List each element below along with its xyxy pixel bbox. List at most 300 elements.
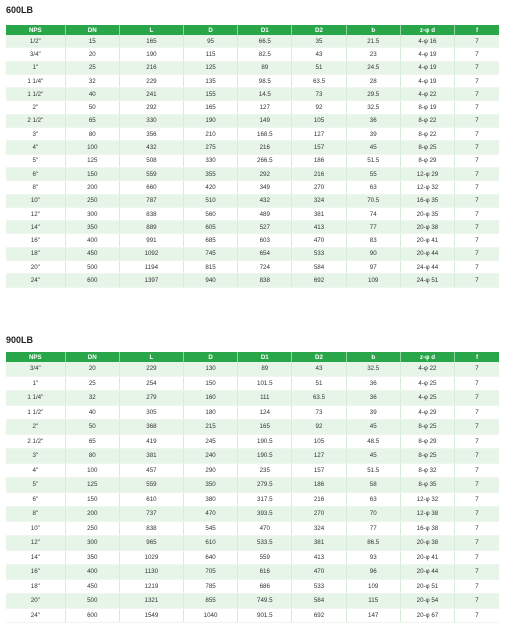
cell-f: 7 [455,88,499,101]
cell-dn: 300 [65,207,119,220]
cell-b: 97 [346,261,400,274]
cell-dn: 25 [65,376,119,391]
cell-l: 1219 [119,579,183,594]
table-row [6,420,499,435]
cell-b: 36 [346,114,400,127]
cell-dn: 40 [65,88,119,101]
cell-b: 70.5 [346,194,400,207]
cell-l: 330 [119,114,183,127]
table-row [6,48,499,61]
cell-z-phi-d: 8-φ 22 [400,114,454,127]
cell-dn: 20 [65,48,119,61]
cell-f: 7 [455,463,499,478]
cell-b: 39 [346,405,400,420]
cell-z-phi-d: 24-φ 44 [400,261,454,274]
cell-l: 229 [119,74,183,87]
cell-f: 7 [455,536,499,551]
cell-l: 660 [119,181,183,194]
cell-l: 737 [119,507,183,522]
cell-l: 1549 [119,608,183,623]
cell-f: 7 [455,405,499,420]
cell-dn: 50 [65,101,119,114]
cell-z-phi-d: 4-φ 22 [400,362,454,376]
cell-b: 28 [346,74,400,87]
cell-z-phi-d: 20-φ 67 [400,608,454,623]
cell-d1: 89 [238,61,292,74]
cell-nps: 3" [6,128,65,141]
table-row [6,434,499,449]
cell-nps: 14" [6,221,65,234]
cell-dn: 50 [65,420,119,435]
cell-f: 7 [455,391,499,406]
cell-b: 24.5 [346,61,400,74]
cell-d2: 43 [292,48,346,61]
cell-z-phi-d: 4-φ 22 [400,88,454,101]
cell-d: 160 [183,391,237,406]
flange-table-900lb [6,352,499,623]
cell-f: 7 [455,141,499,154]
cell-dn: 100 [65,463,119,478]
column-header-b: b [346,352,400,362]
flange-table-600lb [6,25,499,288]
cell-d: 95 [183,35,237,48]
cell-z-phi-d: 4-φ 29 [400,405,454,420]
cell-z-phi-d: 20-φ 44 [400,565,454,580]
cell-d: 610 [183,536,237,551]
table-row [6,362,499,376]
cell-d2: 127 [292,128,346,141]
cell-f: 7 [455,128,499,141]
table-row [6,507,499,522]
cell-b: 63 [346,181,400,194]
cell-f: 7 [455,420,499,435]
cell-z-phi-d: 20-φ 38 [400,536,454,551]
table-row [6,167,499,180]
cell-d: 380 [183,492,237,507]
cell-d: 705 [183,565,237,580]
cell-z-phi-d: 8-φ 25 [400,449,454,464]
cell-nps: 12" [6,536,65,551]
cell-d2: 692 [292,274,346,287]
cell-d: 785 [183,579,237,594]
cell-d: 855 [183,594,237,609]
cell-d1: 686 [238,579,292,594]
cell-d2: 105 [292,114,346,127]
cell-d: 290 [183,463,237,478]
cell-nps: 16" [6,234,65,247]
column-header-b: b [346,25,400,35]
cell-nps: 24" [6,608,65,623]
cell-f: 7 [455,207,499,220]
cell-d1: 98.5 [238,74,292,87]
column-header-d: D [183,25,237,35]
column-header-z-phi-d: z-φ d [400,352,454,362]
cell-d2: 43 [292,362,346,376]
cell-f: 7 [455,261,499,274]
table-row [6,536,499,551]
cell-nps: 10" [6,521,65,536]
cell-nps: 4" [6,141,65,154]
cell-d2: 533 [292,579,346,594]
cell-nps: 20" [6,261,65,274]
cell-b: 51.5 [346,463,400,478]
cell-d1: 216 [238,141,292,154]
cell-f: 7 [455,167,499,180]
cell-dn: 25 [65,61,119,74]
cell-z-phi-d: 4-φ 16 [400,35,454,48]
cell-nps: 1" [6,61,65,74]
table-row [6,74,499,87]
cell-nps: 10" [6,194,65,207]
cell-b: 70 [346,507,400,522]
cell-dn: 400 [65,234,119,247]
cell-b: 74 [346,207,400,220]
cell-l: 457 [119,463,183,478]
cell-d1: 124 [238,405,292,420]
cell-nps: 1 1/4" [6,74,65,87]
table-row [6,391,499,406]
cell-d: 240 [183,449,237,464]
table-row [6,247,499,260]
cell-d2: 157 [292,141,346,154]
cell-d1: 527 [238,221,292,234]
cell-d: 215 [183,420,237,435]
cell-z-phi-d: 16-φ 38 [400,521,454,536]
column-header-l: L [119,352,183,362]
cell-b: 86.5 [346,536,400,551]
cell-l: 1029 [119,550,183,565]
cell-d1: 89 [238,362,292,376]
cell-d: 420 [183,181,237,194]
table-row [6,141,499,154]
cell-dn: 600 [65,274,119,287]
cell-f: 7 [455,594,499,609]
table-row [6,550,499,565]
cell-nps: 18" [6,579,65,594]
column-header-d1: D1 [238,25,292,35]
cell-l: 229 [119,362,183,376]
cell-f: 7 [455,608,499,623]
cell-d2: 381 [292,536,346,551]
cell-b: 36 [346,376,400,391]
cell-l: 838 [119,207,183,220]
column-header-d: D [183,352,237,362]
cell-d: 180 [183,405,237,420]
cell-d2: 413 [292,550,346,565]
cell-d2: 270 [292,181,346,194]
cell-d2: 470 [292,234,346,247]
table-row [6,492,499,507]
cell-nps: 18" [6,247,65,260]
cell-d1: 127 [238,101,292,114]
cell-f: 7 [455,362,499,376]
table-row [6,154,499,167]
cell-nps: 20" [6,594,65,609]
cell-f: 7 [455,234,499,247]
cell-d1: 279.5 [238,478,292,493]
cell-d: 330 [183,154,237,167]
cell-d2: 35 [292,35,346,48]
cell-d1: 901.5 [238,608,292,623]
table-row [6,274,499,287]
cell-z-phi-d: 20-φ 41 [400,550,454,565]
cell-d1: 349 [238,181,292,194]
cell-f: 7 [455,449,499,464]
cell-nps: 4" [6,463,65,478]
table-row [6,181,499,194]
cell-b: 29.5 [346,88,400,101]
table-row [6,35,499,48]
column-header-d2: D2 [292,352,346,362]
column-header-dn: DN [65,25,119,35]
cell-f: 7 [455,101,499,114]
column-header-nps: NPS [6,352,65,362]
cell-d1: 533.5 [238,536,292,551]
cell-d: 155 [183,88,237,101]
cell-l: 991 [119,234,183,247]
cell-d1: 559 [238,550,292,565]
cell-b: 77 [346,221,400,234]
cell-d: 815 [183,261,237,274]
table-row [6,376,499,391]
cell-d2: 270 [292,507,346,522]
table-row [6,449,499,464]
cell-d2: 157 [292,463,346,478]
section-title-600lb: 600LB [6,5,34,15]
cell-d2: 73 [292,88,346,101]
cell-d1: 190.5 [238,434,292,449]
cell-z-phi-d: 24-φ 51 [400,274,454,287]
cell-d2: 92 [292,101,346,114]
table-header-row [6,25,499,35]
cell-l: 305 [119,405,183,420]
cell-b: 23 [346,48,400,61]
cell-f: 7 [455,550,499,565]
cell-nps: 8" [6,507,65,522]
cell-z-phi-d: 20-φ 44 [400,247,454,260]
cell-d: 355 [183,167,237,180]
cell-dn: 250 [65,521,119,536]
cell-d1: 432 [238,194,292,207]
cell-d1: 724 [238,261,292,274]
cell-l: 559 [119,167,183,180]
cell-nps: 2 1/2" [6,434,65,449]
cell-l: 1321 [119,594,183,609]
table-row [6,101,499,114]
cell-b: 63 [346,492,400,507]
cell-l: 610 [119,492,183,507]
cell-f: 7 [455,114,499,127]
cell-b: 96 [346,565,400,580]
cell-d2: 470 [292,565,346,580]
cell-b: 32.5 [346,362,400,376]
cell-d1: 266.5 [238,154,292,167]
cell-z-phi-d: 20-φ 38 [400,221,454,234]
cell-dn: 150 [65,167,119,180]
cell-nps: 8" [6,181,65,194]
cell-f: 7 [455,35,499,48]
cell-d2: 73 [292,405,346,420]
column-header-d1: D1 [238,352,292,362]
cell-d1: 603 [238,234,292,247]
table-row [6,463,499,478]
cell-f: 7 [455,434,499,449]
cell-f: 7 [455,181,499,194]
cell-d: 130 [183,362,237,376]
cell-f: 7 [455,376,499,391]
cell-l: 190 [119,48,183,61]
cell-f: 7 [455,247,499,260]
cell-nps: 12" [6,207,65,220]
cell-dn: 350 [65,550,119,565]
cell-l: 216 [119,61,183,74]
cell-d: 135 [183,74,237,87]
cell-z-phi-d: 20-φ 51 [400,579,454,594]
table-row [6,234,499,247]
cell-f: 7 [455,221,499,234]
cell-b: 58 [346,478,400,493]
cell-f: 7 [455,478,499,493]
cell-z-phi-d: 8-φ 29 [400,434,454,449]
cell-b: 90 [346,247,400,260]
table-row [6,579,499,594]
cell-nps: 1 1/2" [6,405,65,420]
cell-l: 381 [119,449,183,464]
column-header-f: f [455,25,499,35]
cell-dn: 400 [65,565,119,580]
cell-d: 685 [183,234,237,247]
cell-d1: 165 [238,420,292,435]
cell-d1: 101.5 [238,376,292,391]
cell-f: 7 [455,61,499,74]
cell-b: 115 [346,594,400,609]
cell-b: 32.5 [346,101,400,114]
cell-z-phi-d: 16-φ 35 [400,194,454,207]
cell-d: 470 [183,507,237,522]
cell-d: 115 [183,48,237,61]
cell-b: 21.5 [346,35,400,48]
cell-d1: 317.5 [238,492,292,507]
cell-nps: 16" [6,565,65,580]
cell-nps: 1 1/2" [6,88,65,101]
cell-d: 125 [183,61,237,74]
cell-z-phi-d: 20-φ 54 [400,594,454,609]
cell-z-phi-d: 20-φ 41 [400,234,454,247]
cell-nps: 2" [6,101,65,114]
column-header-f: f [455,352,499,362]
cell-d: 940 [183,274,237,287]
cell-f: 7 [455,492,499,507]
cell-dn: 200 [65,507,119,522]
cell-d: 275 [183,141,237,154]
cell-d: 605 [183,221,237,234]
cell-d: 560 [183,207,237,220]
cell-d1: 82.5 [238,48,292,61]
table-row [6,478,499,493]
cell-d: 745 [183,247,237,260]
cell-d2: 381 [292,207,346,220]
cell-z-phi-d: 12-φ 29 [400,167,454,180]
cell-d1: 149 [238,114,292,127]
table-row [6,521,499,536]
cell-b: 147 [346,608,400,623]
cell-nps: 1" [6,376,65,391]
cell-dn: 32 [65,74,119,87]
cell-dn: 80 [65,128,119,141]
cell-dn: 125 [65,478,119,493]
table-row [6,221,499,234]
table-row [6,261,499,274]
cell-d: 510 [183,194,237,207]
cell-d2: 105 [292,434,346,449]
cell-f: 7 [455,48,499,61]
table-row [6,128,499,141]
cell-z-phi-d: 12-φ 38 [400,507,454,522]
cell-d: 150 [183,376,237,391]
cell-d2: 413 [292,221,346,234]
table-row [6,565,499,580]
cell-d: 640 [183,550,237,565]
cell-z-phi-d: 4-φ 19 [400,74,454,87]
cell-f: 7 [455,154,499,167]
cell-l: 356 [119,128,183,141]
cell-dn: 450 [65,579,119,594]
cell-d: 190 [183,114,237,127]
cell-dn: 125 [65,154,119,167]
cell-dn: 80 [65,449,119,464]
cell-d2: 692 [292,608,346,623]
cell-l: 1194 [119,261,183,274]
table-row [6,61,499,74]
cell-nps: 2 1/2" [6,114,65,127]
cell-nps: 5" [6,478,65,493]
section-title-900lb: 900LB [6,335,34,345]
cell-z-phi-d: 8-φ 29 [400,154,454,167]
cell-f: 7 [455,565,499,580]
cell-b: 51.5 [346,154,400,167]
cell-d2: 324 [292,521,346,536]
cell-d1: 190.5 [238,449,292,464]
cell-d2: 324 [292,194,346,207]
cell-f: 7 [455,274,499,287]
cell-b: 39 [346,128,400,141]
cell-nps: 6" [6,167,65,180]
cell-z-phi-d: 4-φ 19 [400,61,454,74]
cell-b: 77 [346,521,400,536]
table-row [6,594,499,609]
table-row [6,608,499,623]
cell-dn: 150 [65,492,119,507]
cell-z-phi-d: 8-φ 19 [400,101,454,114]
cell-l: 508 [119,154,183,167]
cell-d2: 63.5 [292,391,346,406]
cell-dn: 300 [65,536,119,551]
cell-z-phi-d: 12-φ 32 [400,181,454,194]
cell-d2: 186 [292,478,346,493]
cell-d2: 216 [292,492,346,507]
cell-b: 45 [346,420,400,435]
cell-l: 279 [119,391,183,406]
cell-l: 889 [119,221,183,234]
cell-dn: 350 [65,221,119,234]
cell-f: 7 [455,74,499,87]
cell-dn: 450 [65,247,119,260]
cell-l: 1130 [119,565,183,580]
cell-d1: 616 [238,565,292,580]
cell-dn: 200 [65,181,119,194]
cell-d1: 14.5 [238,88,292,101]
cell-z-phi-d: 8-φ 25 [400,141,454,154]
